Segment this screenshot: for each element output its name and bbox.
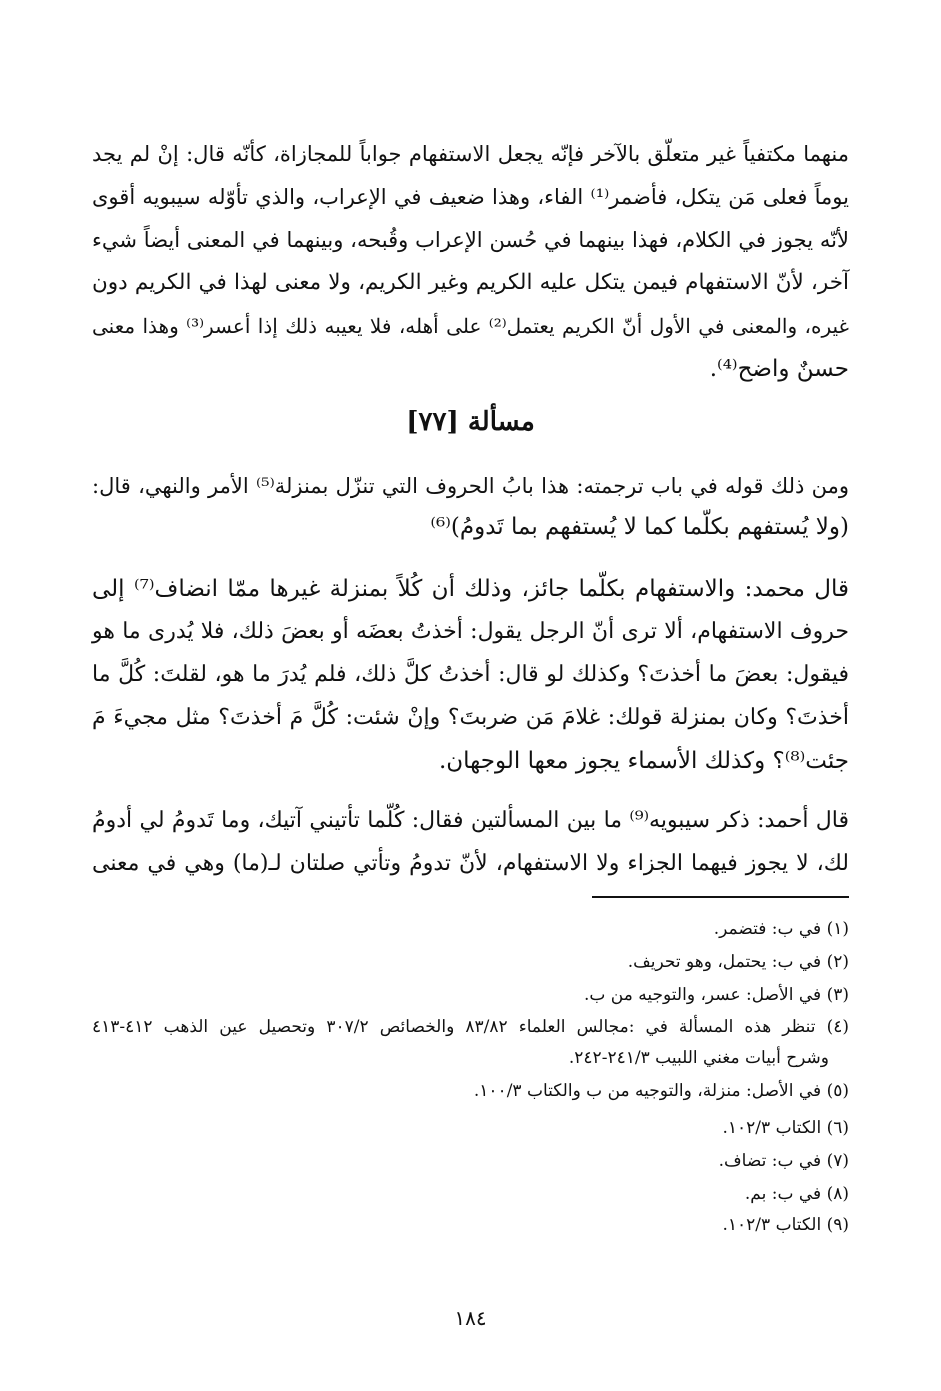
footnote: (٨) في ب: بم. xyxy=(744,1184,849,1204)
paragraph-line: يوماً فعلى مَن يتكل، فأضمر⁽¹⁾ الفاء، وهذا ضعيف في الإعراب، والذي تأوّله سيبويه أقوى xyxy=(92,185,849,209)
paragraph-line: حروف الاستفهام، ألا ترى أنّ الرجل يقول: أخذتُ بعضَه أو بعضَ ذلك، فلا يُدرى ما هو xyxy=(92,619,849,644)
paragraph-line: جئت⁽⁸⁾؟ وكذلك الأسماء يجوز معها الوجهان. xyxy=(438,748,849,774)
paragraph-line: قال أحمد: ذكر سيبويه⁽⁹⁾ ما بين المسألتين فقال: كُلّما تأتيني آتيك، وما تَدومُ لي أدومُ xyxy=(92,808,850,833)
paragraph-line: أخذتَ؟ وكان بمنزلة قولك: غلامَ مَن ضربتَ؟ وإنْ شئت: كُلَّ مَ أخذتَ؟ مثل مجيءَ مَ xyxy=(92,705,849,730)
paragraph-line: لأنّه يجوز في الكلام، فهذا بينهما في حُسن الإعراب وقُبحه، وبينهما في المعنى أيضاً شيء xyxy=(92,228,849,252)
footnote: (١) في ب: فتضمر. xyxy=(713,919,849,939)
footnote: (٧) في ب: تضاف. xyxy=(718,1151,849,1171)
footnote: (٣) في الأصل: عسر، والتوجيه من ب. xyxy=(584,985,849,1005)
paragraph-line: لك، لا يجوز فيهما الجزاء ولا الاستفهام، لأنّ تدومُ وتأتي صلتان لـ(ما) وهي في معنى xyxy=(92,851,849,876)
paragraph-line: منهما مكتفياً غير متعلّق بالآخر فإنّه يجعل الاستفهام جواباً للمجازاة، كأنّه قال: إنْ لم يجد xyxy=(92,142,849,166)
paragraph-line: فيقول: بعضَ ما أخذتَ؟ وكذلك لو قال: أخذتُ كلَّ ذلك، فلم يُدرَ ما هو، لقلتَ: كُلَّ ما xyxy=(92,662,849,687)
footnote: (٢) في ب: يحتمل، وهو تحريف. xyxy=(627,952,849,972)
paragraph-line: غيره، والمعنى في الأول أنّ الكريم يعتمل⁽²⁾ على أهله، فلا يعيبه ذلك إذا أعسر⁽³⁾ وهذا معنى xyxy=(92,314,850,338)
footnote: (٤) تنظر هذه المسألة في :مجالس العلماء ٨٣/٨٢ والخصائص ٣٠٧/٢ وتحصيل عين الذهب ٤١٢-٤١٣ xyxy=(92,1017,850,1037)
paragraph-line: (ولا يُستفهم بكلّما كما لا يُستفهم بما تَدومُ)⁽⁶⁾ xyxy=(430,514,849,540)
issue-heading: مسألة [٧٧] xyxy=(406,407,535,437)
page-number: ١٨٤ xyxy=(454,1306,487,1330)
paragraph-line: آخر، لأنّ الاستفهام فيمن يتكل عليه الكريم وغير الكريم، ولا معنى لهذا في الكريم دون xyxy=(92,270,849,295)
footnote: (٦) الكتاب ١٠٢/٣. xyxy=(722,1118,849,1138)
footnote-continuation: وشرح أبيات مغني اللبيب ٢٤١/٣-٢٤٢. xyxy=(568,1048,829,1068)
footnote: (٩) الكتاب ١٠٢/٣. xyxy=(722,1215,849,1235)
paragraph-line: ومن ذلك قوله في باب ترجمته: هذا بابُ الحروف التي تنزّل بمنزلة⁽⁵⁾ الأمر والنهي، قال: xyxy=(92,474,849,498)
footnote: (٥) في الأصل: منزلة، والتوجيه من ب والكتاب ١٠٠/٣. xyxy=(473,1081,849,1101)
paragraph-line: حسنٌ واضح⁽⁴⁾. xyxy=(709,356,849,382)
footnote-separator xyxy=(592,896,849,898)
paragraph-line: قال محمد: والاستفهام بكلّما جائز، وذلك أن كُلاً بمنزلة غيرها ممّا انضاف⁽⁷⁾ إلى xyxy=(92,576,849,602)
